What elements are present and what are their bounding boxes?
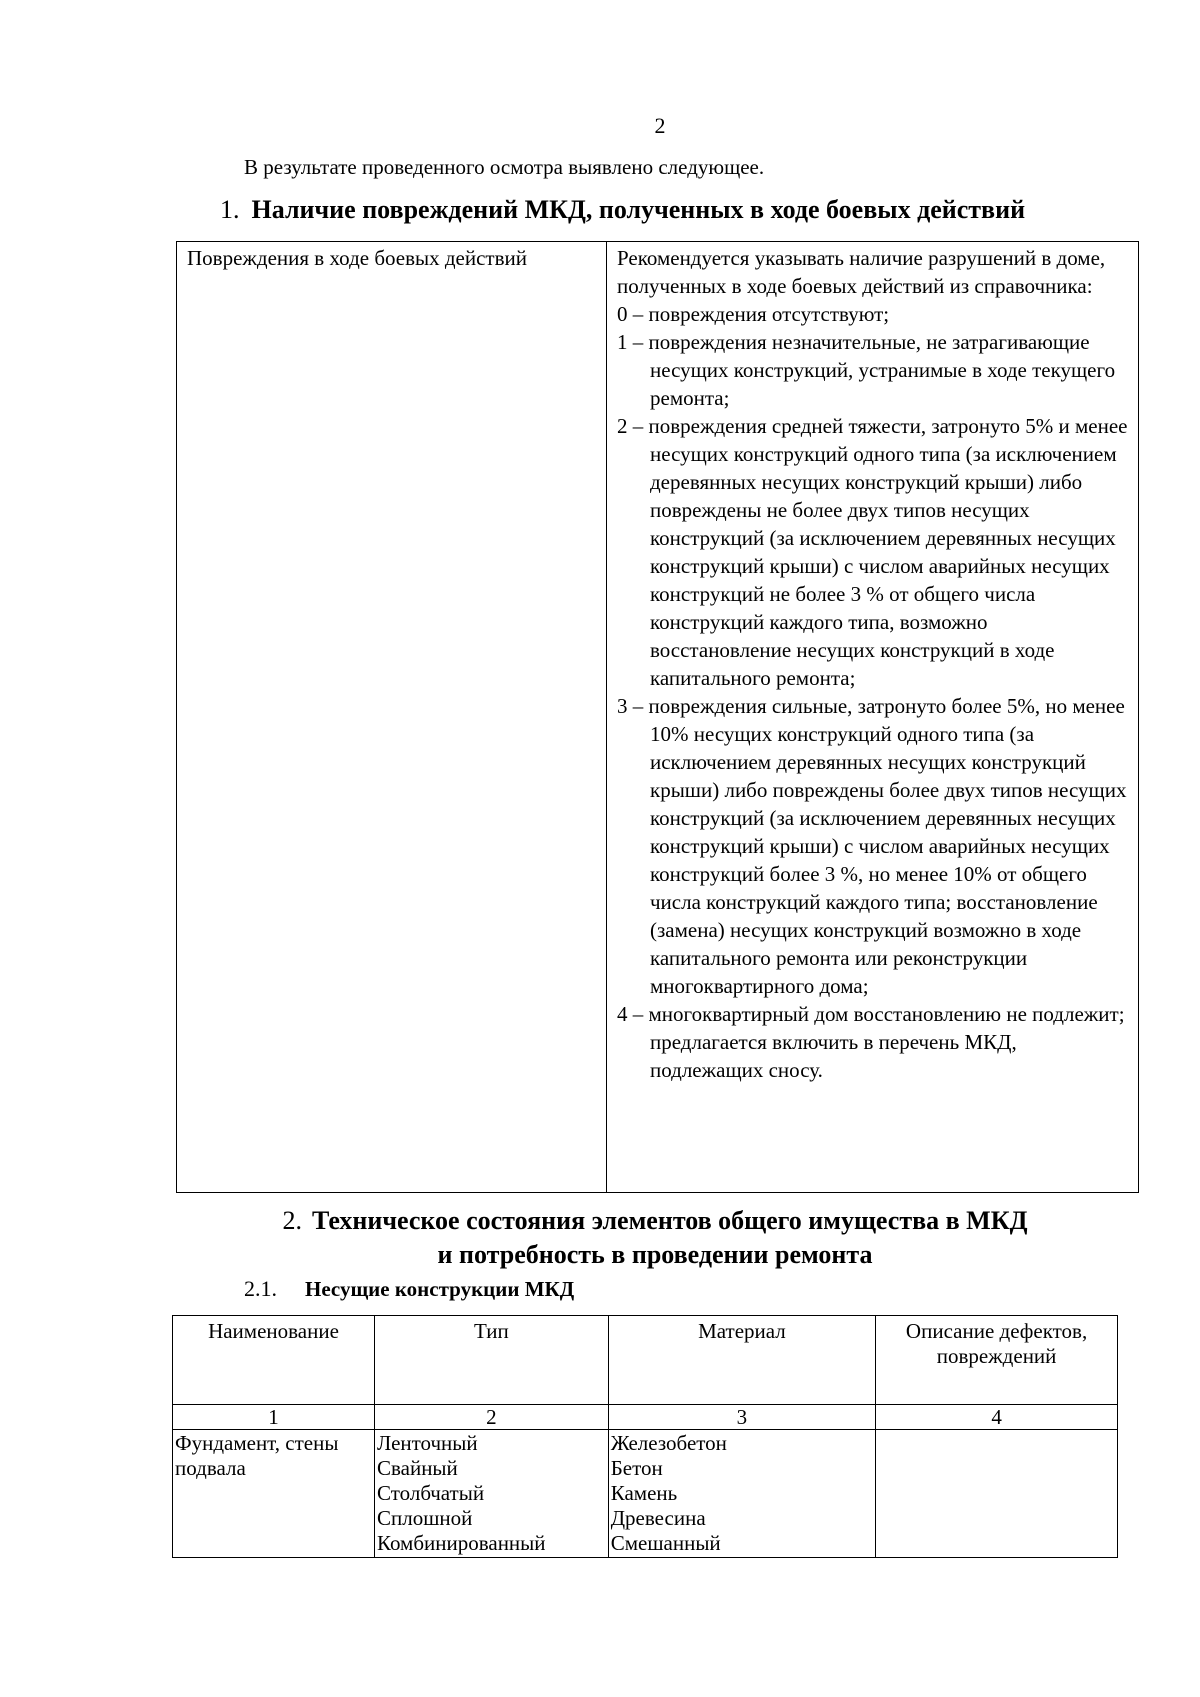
structures-number-row [173,1405,1118,1430]
type-item: Ленточный [376,1431,478,1455]
section2-number: 2. [282,1206,303,1235]
damage-option-1: 1 – повреждения незначительные, не затрагивающие несущих конструкций, устранимые в ходе текущего ремонта; [617,330,1116,410]
damage-description-intro: Рекомендуется указывать наличие разрушений в доме, полученных в ходе боевых действий из справочника: [617,246,1106,298]
subsection-heading [244,1276,574,1302]
material-item: Железобетон [610,1431,727,1455]
intro-text: В результате проведенного осмотра выявлено следующее. [244,155,765,179]
column-number-4: 4 [876,1405,1118,1430]
column-number-1: 1 [173,1405,375,1430]
section2-title-line1: Техническое состояния элементов общего имущества в МКД [312,1206,1028,1235]
type-item: Свайный [376,1456,458,1480]
damage-option-3: 3 – повреждения сильные, затронуто более 5%, но менее 10% несущих конструкций одного типа (за исключением деревянных несущих конструкций крыши) либо повреждены более двух типов несущих конструкций (за исключением деревянных несущих конструкций крыши) с числом аварийных несущих конструкций более 3 %, но менее 10% от общего числа конструкций каждого типа; восстановление (замена) несущих конструкций возможно в ходе капитального ремонта или реконструкции многоквартирного дома; [617,694,1127,998]
damage-option-0: 0 – повреждения отсутствуют; [617,302,890,326]
column-number-3: 3 [608,1405,875,1430]
page-number: 2 [654,113,666,138]
header-defects: Описание дефектов, повреждений [876,1316,1118,1405]
header-name: Наименование [173,1316,375,1405]
row-types-cell [374,1430,608,1558]
structures-header-row [173,1316,1118,1405]
row-materials-cell [608,1430,875,1558]
material-item: Камень [610,1481,678,1505]
damage-label-cell: Повреждения в ходе боевых действий [177,242,607,1193]
section1-number: 1. [220,195,240,224]
damage-table-row [177,242,1139,1193]
type-item: Комбинированный [376,1531,546,1555]
row-defects-cell [876,1430,1118,1558]
material-item: Бетон [610,1456,663,1480]
row-name-cell: Фундамент, стены подвала [173,1430,375,1558]
subsection-title: Несущие конструкции МКД [305,1277,575,1301]
header-type: Тип [374,1316,608,1405]
type-item: Столбчатый [376,1481,485,1505]
table-row [173,1430,1118,1558]
material-item: Древесина [610,1506,706,1530]
damage-option-4: 4 – многоквартирный дом восстановлению не подлежит; предлагается включить в перечень МКД, подлежащих сносу. [617,1002,1125,1082]
section1-title: Наличие повреждений МКД, полученных в ходе боевых действий [251,195,1026,224]
section2-heading-line1 [0,1206,1200,1236]
damage-description-cell [607,242,1139,1193]
material-item: Смешанный [610,1531,721,1555]
column-number-2: 2 [374,1405,608,1430]
section2-title-line2: и потребность в проведении ремонта [437,1240,873,1269]
section1-heading [220,195,1025,225]
header-material: Материал [608,1316,875,1405]
type-item: Сплошной [376,1506,473,1530]
damage-option-2: 2 – повреждения средней тяжести, затронуто 5% и менее несущих конструкций одного типа (за исключением деревянных несущих конструкций крыши) либо повреждены не более двух типов несущих конструкций (за исключением деревянных несущих конструкций крыши) с числом аварийных несущих конструкций не более 3 % от общего числа конструкций каждого типа, возможно восстановление несущих конструкций в ходе капитального ремонта; [617,414,1128,690]
structures-table [172,1315,1118,1558]
subsection-number: 2.1. [244,1276,277,1301]
damage-table [176,241,1139,1193]
